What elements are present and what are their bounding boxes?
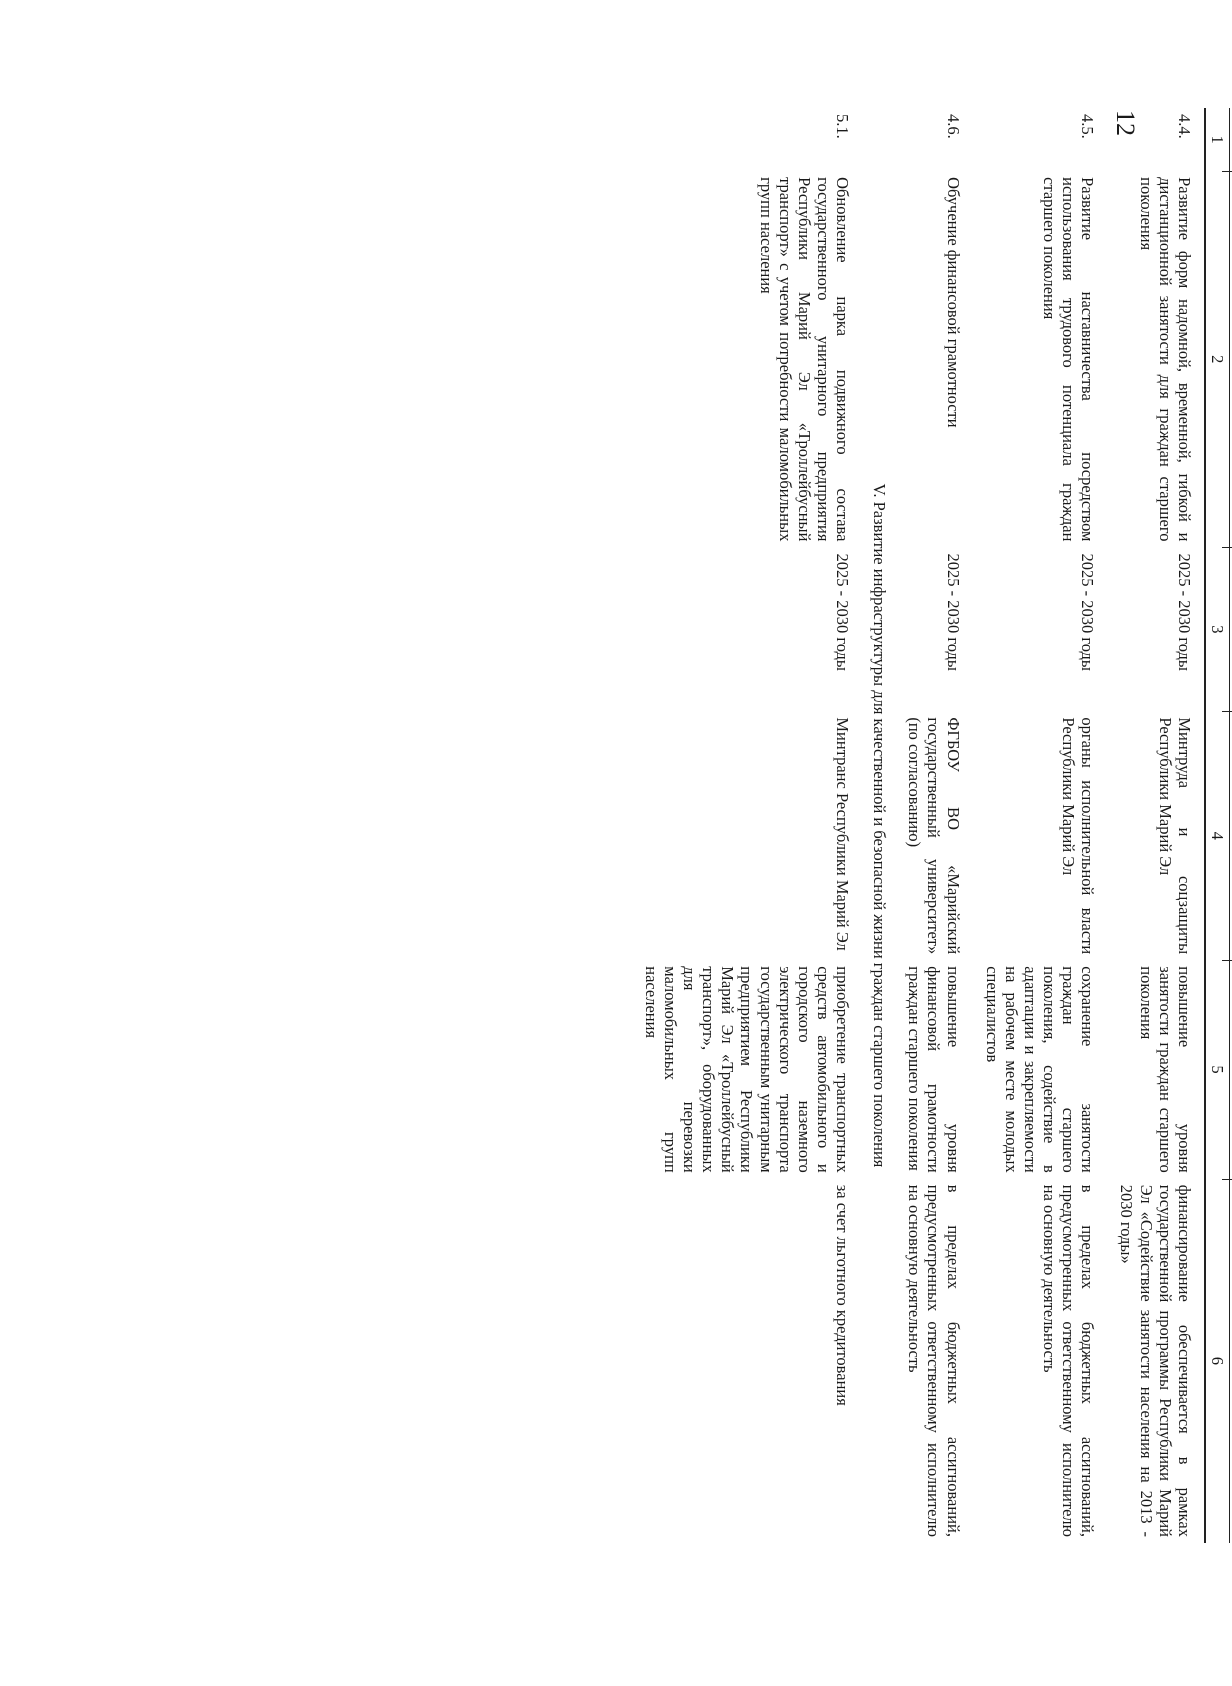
column-number-6: 6 (1205, 1179, 1230, 1543)
column-number-5: 5 (1205, 960, 1230, 1179)
row-number: 5.1. (833, 114, 853, 139)
row-number: 4.6. (943, 114, 963, 139)
result-cell: сохранение занятости граждан старшего поколения, содействие в адаптации и закрепляемости на рабочем месте молодых специалистов (982, 966, 1098, 1173)
measure-cell: Развитие наставничества посредством использования трудового потенциала граждан старшего поколения (1040, 177, 1098, 542)
result-cell: приобретение транспортных средств автомобильного и городского наземного электрического транспорта государственным унитарным предприятием Республики Марий Эл «Троллейбусный транспорт», оборудованных для перевозки маломобильных групп населения (641, 966, 853, 1173)
page-number: 12 (1111, 110, 1140, 136)
row-number: 4.5. (1078, 114, 1098, 139)
section-heading-row (862, 108, 895, 1543)
table-row (973, 108, 1108, 1543)
executor-cell: органы исполнительной власти Республики Марий Эл (1059, 717, 1098, 955)
result-cell: повышение уровня занятости граждан старшего поколения (1136, 966, 1194, 1173)
column-number-4: 4 (1205, 711, 1230, 960)
row-number: 4.4. (1174, 114, 1194, 139)
term-cell: 2025 - 2030 годы (1174, 553, 1194, 671)
financing-cell: в пределах бюджетных ассигнований, предусмотренных ответственному исполнителю на основную деятельность (905, 1184, 963, 1537)
table-row (1107, 108, 1205, 1543)
column-number-3: 3 (1205, 547, 1230, 711)
table-row (895, 108, 972, 1543)
rotated-page (230, 108, 1230, 1543)
measure-cell: Развитие форм надомной, временной, гибкой и дистанционной занятости для граждан старшего поколения (1136, 177, 1194, 542)
measure-cell: Обновление парка подвижного состава государственного унитарного предприятия Республики Марий Эл «Троллейбусный транспорт» с учетом потребности маломобильных групп населения (756, 177, 853, 542)
executor-cell: Минтруда и соцзащиты Республики Марий Эл (1155, 717, 1194, 955)
table-row (632, 108, 862, 1543)
measure-cell: Обучение финансовой грамотности (943, 177, 963, 428)
financing-cell: за счет льготного кредитования (833, 1184, 853, 1406)
table-header-row (1205, 108, 1230, 1543)
executor-cell: Минтранс Республики Марий Эл (833, 717, 853, 951)
column-number-2: 2 (1205, 171, 1230, 547)
term-cell: 2025 - 2030 годы (943, 553, 963, 671)
executor-cell: ФГБОУ ВО «Марийский государственный университет» (по согласованию) (905, 717, 963, 955)
term-cell: 2025 - 2030 годы (833, 553, 853, 671)
section-title: V. Развитие инфраструктуры для качественной и безопасной жизни граждан старшего поколения (870, 483, 890, 1168)
financing-cell: финансирование обеспечивается в рамках государственной программы Республики Марий Эл «Содействие занятости населения на 2013 - 2030 годы» (1117, 1184, 1194, 1537)
result-cell: повышение уровня финансовой грамотности граждан старшего поколения (905, 966, 963, 1173)
financing-cell: в пределах бюджетных ассигнований, предусмотренных ответственному исполнителю на основную деятельность (1040, 1184, 1098, 1537)
action-plan-table (632, 108, 1230, 1543)
column-number-1: 1 (1205, 108, 1230, 171)
term-cell: 2025 - 2030 годы (1078, 553, 1098, 671)
